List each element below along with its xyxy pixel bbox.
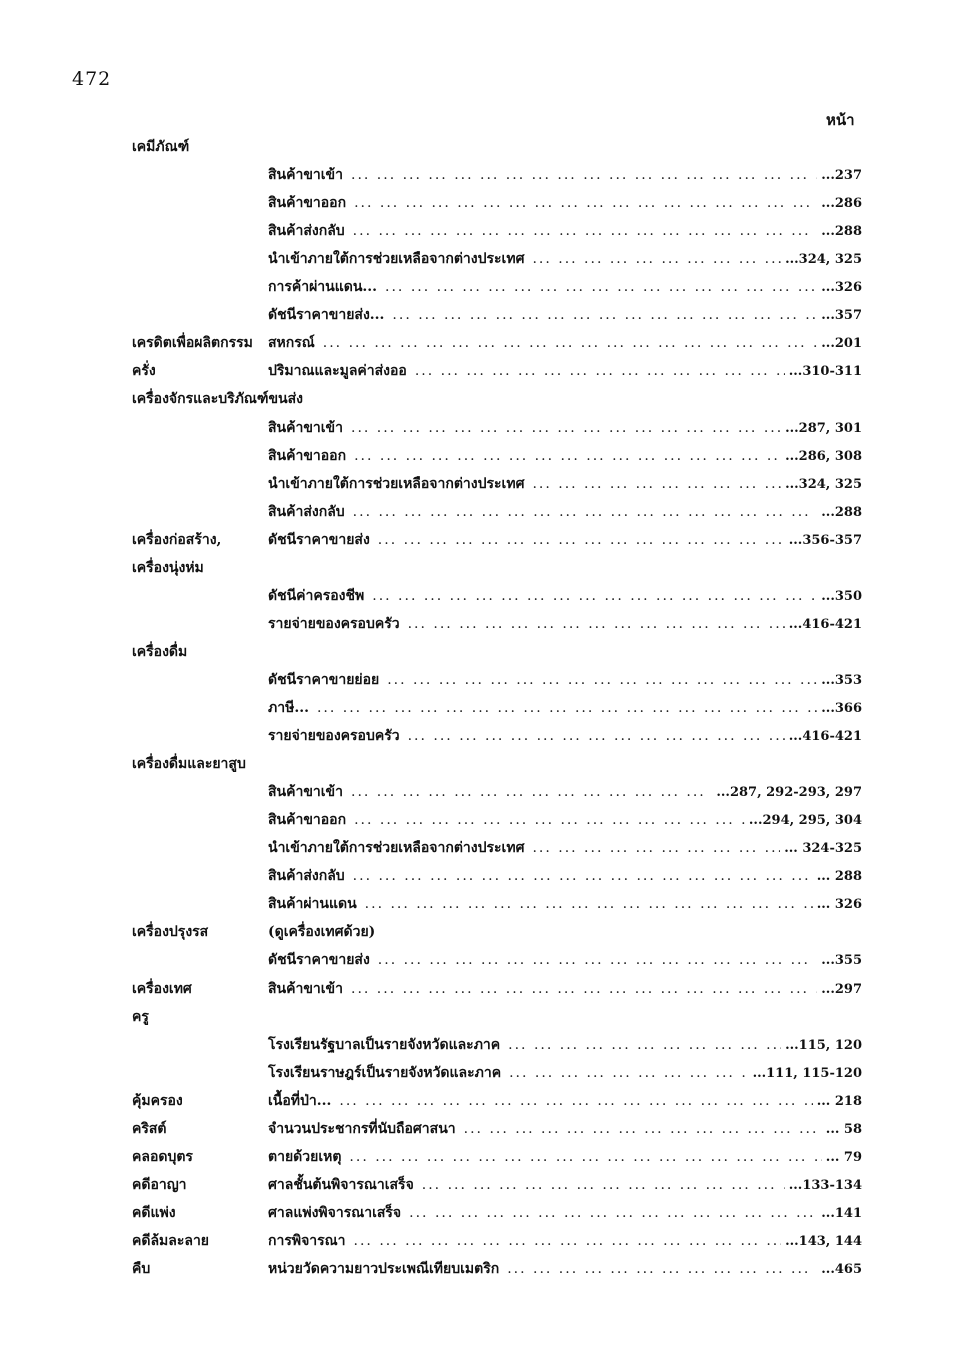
index-row xyxy=(0,1172,966,1198)
index-row xyxy=(0,358,966,384)
index-entry xyxy=(268,415,862,442)
page-reference: ...287, 301 xyxy=(785,420,862,436)
page-reference: ...133-134 xyxy=(788,1177,862,1193)
index-row xyxy=(0,162,966,188)
entry-label: สินค้าส่งกลับ xyxy=(268,223,345,240)
entry-label: ศาลแพ่งพิจารณาเสร็จ xyxy=(268,1204,402,1221)
index-entry xyxy=(268,1256,862,1283)
index-term: เครื่องดื่มและยาสูบ xyxy=(132,756,246,773)
leader-dots xyxy=(349,1144,821,1170)
index-row xyxy=(0,1004,966,1030)
index-row xyxy=(0,583,966,609)
entry-label: ดัชนีราคาขายส่ง xyxy=(268,531,370,548)
leader-dots xyxy=(354,807,745,833)
index-row xyxy=(0,1116,966,1142)
index-entry xyxy=(268,162,862,189)
index-entry xyxy=(268,1032,862,1059)
index-row xyxy=(0,835,966,861)
index-entry xyxy=(268,667,862,694)
entry-label: นำเข้าภายใต้การช่วยเหลือจากต่างประเทศ xyxy=(268,251,525,268)
leader-dots xyxy=(354,190,817,216)
page-reference: ...286, 308 xyxy=(785,448,862,464)
leader-dots xyxy=(353,218,818,244)
leader-dots xyxy=(354,443,781,469)
entry-label: ศาลชั้นต้นพิจารณาเสร็จ xyxy=(268,1176,414,1193)
index-term: เครื่องก่อสร้าง, xyxy=(132,531,222,548)
entry-label: ปริมาณและมูลค่าส่งออ xyxy=(268,363,407,380)
leader-dots xyxy=(532,246,781,272)
index-row xyxy=(0,555,966,581)
page-reference: ... 326 xyxy=(816,897,862,913)
index-row xyxy=(0,947,966,973)
leader-dots xyxy=(532,471,781,497)
index-entry xyxy=(268,1060,862,1087)
entry-label: โรงเรียนรัฐบาลเป็นรายจังหวัดและภาค xyxy=(268,1036,501,1053)
page-reference: ...357 xyxy=(821,308,862,324)
index-term: ครู xyxy=(132,1008,149,1025)
index-row xyxy=(0,863,966,889)
leader-dots xyxy=(507,1256,817,1282)
leader-dots xyxy=(351,162,817,188)
page-reference: ...324, 325 xyxy=(785,476,862,492)
index-row xyxy=(0,443,966,469)
page-reference: ...297 xyxy=(821,981,862,997)
index-row xyxy=(0,1256,966,1282)
index-term: เคมีภัณฑ์ xyxy=(132,139,190,155)
page-reference: ...286 xyxy=(821,196,862,212)
entry-label: สินค้าขาเข้า xyxy=(268,784,343,801)
index-row xyxy=(0,134,966,160)
index-term: คืบ xyxy=(132,1261,151,1277)
index-row xyxy=(0,1144,966,1170)
leader-dots xyxy=(408,723,785,749)
entry-label: สหกรณ์ xyxy=(268,335,315,352)
index-term: คดีแพ่ง xyxy=(132,1204,176,1221)
index-term: คุ้มครอง xyxy=(132,1092,183,1109)
page-reference: ...111, 115-120 xyxy=(752,1065,862,1081)
index-entry xyxy=(268,863,862,890)
index-entry xyxy=(268,218,862,245)
index-entry xyxy=(268,695,862,722)
page-reference: ...201 xyxy=(821,336,862,352)
page-reference: ...141 xyxy=(821,1205,862,1221)
index-entry xyxy=(268,1228,862,1255)
index-entry xyxy=(268,330,862,357)
leader-dots xyxy=(508,1032,781,1058)
entry-label: โรงเรียนราษฎร์เป็นรายจังหวัดและภาค xyxy=(268,1064,502,1081)
page-reference: ...310-311 xyxy=(788,364,862,380)
index-term: ครั่ง xyxy=(132,363,156,380)
page-reference: ...115, 120 xyxy=(785,1037,862,1053)
leader-dots xyxy=(365,891,813,917)
leader-dots xyxy=(339,1088,812,1114)
page-reference: ...416-421 xyxy=(788,616,862,632)
entry-label: นำเข้าภายใต้การช่วยเหลือจากต่างประเทศ xyxy=(268,840,525,857)
index-entry xyxy=(268,611,862,638)
index-row xyxy=(0,471,966,497)
page-reference: ...355 xyxy=(821,953,862,969)
index-entry xyxy=(268,1144,862,1171)
entry-label: สินค้าส่งกลับ xyxy=(268,868,345,885)
entry-label: จำนวนประชากรที่นับถือศาสนา xyxy=(268,1120,456,1137)
index-row xyxy=(0,190,966,216)
entry-label: การค้าผ่านแดน... xyxy=(268,279,378,296)
index-entry xyxy=(268,583,862,610)
entry-label: นำเข้าภายใต้การช่วยเหลือจากต่างประเทศ xyxy=(268,475,525,492)
index-row xyxy=(0,723,966,749)
page-reference: ...287, 292-293, 297 xyxy=(716,785,862,801)
page-reference: ...324, 325 xyxy=(785,252,862,268)
page-reference: ... 324-325 xyxy=(784,841,862,857)
index-row xyxy=(0,611,966,637)
entry-label: ภาษี... xyxy=(268,700,309,716)
leader-dots xyxy=(372,583,817,609)
index-row xyxy=(0,1060,966,1086)
leader-dots xyxy=(385,274,817,300)
index-entry xyxy=(268,976,862,1003)
leader-dots xyxy=(323,330,818,356)
index-entry xyxy=(268,499,862,526)
index-entry xyxy=(268,302,862,329)
entry-label: รายจ่ายของครอบครัว xyxy=(268,728,400,745)
leader-dots xyxy=(378,947,817,973)
index-entry xyxy=(268,246,862,273)
entry-label: (ดูเครื่องเทศด้วย) xyxy=(268,924,376,941)
entry-label: สินค้าขาเข้า xyxy=(268,419,343,436)
index-row xyxy=(0,667,966,693)
index-term: เครื่องดื่ม xyxy=(132,643,188,660)
index-entry xyxy=(268,471,862,498)
leader-dots xyxy=(408,611,785,637)
leader-dots xyxy=(354,1228,782,1254)
index-row xyxy=(0,1032,966,1058)
page-reference: ...356-357 xyxy=(788,532,862,548)
page-column-header: หน้า xyxy=(826,111,855,129)
index-term: เครดิตเพื่อผลิตกรรม xyxy=(132,335,253,352)
leader-dots xyxy=(351,976,817,1002)
index-entry xyxy=(268,358,862,385)
leader-dots xyxy=(422,1172,785,1198)
page-reference: ...350 xyxy=(821,588,862,604)
page-reference: ...288 xyxy=(821,504,862,520)
index-entry xyxy=(268,723,862,750)
entry-label: สินค้าขาเข้า xyxy=(268,167,343,184)
index-row xyxy=(0,1228,966,1254)
page-reference: ...294, 295, 304 xyxy=(748,813,862,829)
leader-dots xyxy=(353,499,818,525)
index-term: คริสต์ xyxy=(132,1120,167,1137)
page-reference: ...237 xyxy=(821,168,862,184)
page-reference: ... 58 xyxy=(825,1121,862,1137)
page-reference: ...353 xyxy=(821,672,862,688)
page-reference: ...366 xyxy=(821,701,862,716)
entry-label: ดัชนีราคาขายส่ง... xyxy=(268,307,385,324)
page-reference: ...143, 144 xyxy=(785,1233,862,1249)
index-entry xyxy=(268,1200,862,1227)
index-term: เครื่องเทศ xyxy=(132,980,192,997)
entry-label: ดัชนีค่าครองชีพ xyxy=(268,587,365,604)
entry-label: รายจ่ายของครอบครัว xyxy=(268,615,400,632)
index-term: คลอดบุตร xyxy=(132,1148,193,1165)
page-reference: ... 79 xyxy=(825,1149,862,1165)
leader-dots xyxy=(378,527,785,553)
index-row xyxy=(0,415,966,441)
index-row xyxy=(0,246,966,272)
page-reference: ...288 xyxy=(821,224,862,240)
leader-dots xyxy=(509,1060,748,1086)
entry-label: การพิจารณา xyxy=(268,1232,346,1249)
index-entry xyxy=(268,919,383,945)
leader-dots xyxy=(532,835,780,861)
index-row xyxy=(0,218,966,244)
page-reference: ...416-421 xyxy=(788,729,862,745)
page-reference: ...326 xyxy=(821,280,862,296)
index-row xyxy=(0,274,966,300)
leader-dots xyxy=(387,667,817,693)
index-row xyxy=(0,695,966,721)
leader-dots xyxy=(351,779,712,805)
index-row xyxy=(0,330,966,356)
entry-label: ดัชนีราคาขายส่ง xyxy=(268,952,370,969)
index-term: คดีอาญา xyxy=(132,1176,187,1193)
index-row xyxy=(0,891,966,917)
index-row xyxy=(0,527,966,553)
entry-label: ดัชนีราคาขายย่อย xyxy=(268,671,380,688)
index-row xyxy=(0,386,966,412)
entry-label: สินค้าผ่านแดน xyxy=(268,896,357,913)
leader-dots xyxy=(415,358,785,384)
index-term: เครื่องปรุงรส xyxy=(132,924,209,941)
index-row xyxy=(0,499,966,525)
index-term: คดีล้มละลาย xyxy=(132,1232,210,1249)
entry-label: สินค้าส่งกลับ xyxy=(268,503,345,520)
page-number: 472 xyxy=(72,68,112,90)
index-entry xyxy=(268,779,862,806)
index-entry xyxy=(268,443,862,470)
index-row xyxy=(0,807,966,833)
entry-label: สินค้าขาออก xyxy=(268,812,347,829)
entry-label: หน่วยวัดความยาวประเพณีเทียบเมตริก xyxy=(268,1261,500,1277)
leader-dots xyxy=(392,302,817,328)
index-entry xyxy=(268,190,862,217)
leader-dots xyxy=(317,695,817,721)
index-entry xyxy=(268,947,862,974)
index-entry xyxy=(268,527,862,554)
page-reference: ... 288 xyxy=(816,869,862,885)
index-entry xyxy=(268,891,862,918)
leader-dots xyxy=(409,1200,817,1226)
index-entry xyxy=(268,1172,862,1199)
index-entry xyxy=(268,1116,862,1143)
index-row xyxy=(0,1088,966,1114)
index-row xyxy=(0,976,966,1002)
index-entry xyxy=(268,274,862,301)
index-row xyxy=(0,1200,966,1226)
leader-dots xyxy=(351,415,781,441)
entry-label: สินค้าขาออก xyxy=(268,195,347,212)
index-row xyxy=(0,302,966,328)
entry-label: ตายด้วยเหตุ xyxy=(268,1148,342,1165)
index-entry xyxy=(268,1088,862,1115)
index-row xyxy=(0,751,966,777)
index-entry xyxy=(268,835,862,862)
leader-dots xyxy=(464,1116,822,1142)
leader-dots xyxy=(353,863,813,889)
page-reference: ...465 xyxy=(821,1262,862,1277)
index-term: เครื่องจักรและบริภัณฑ์ขนส่ง xyxy=(132,391,304,408)
index-row xyxy=(0,779,966,805)
index-term: เครื่องนุ่งห่ม xyxy=(132,559,204,576)
index-row xyxy=(0,639,966,665)
entry-label: สินค้าขาออก xyxy=(268,447,347,464)
index-row xyxy=(0,919,966,945)
page-reference: ... 218 xyxy=(816,1093,862,1109)
entry-label: สินค้าขาเข้า xyxy=(268,980,343,997)
entry-label: เนื้อที่ป่า... xyxy=(268,1092,332,1109)
index-entry xyxy=(268,807,862,834)
